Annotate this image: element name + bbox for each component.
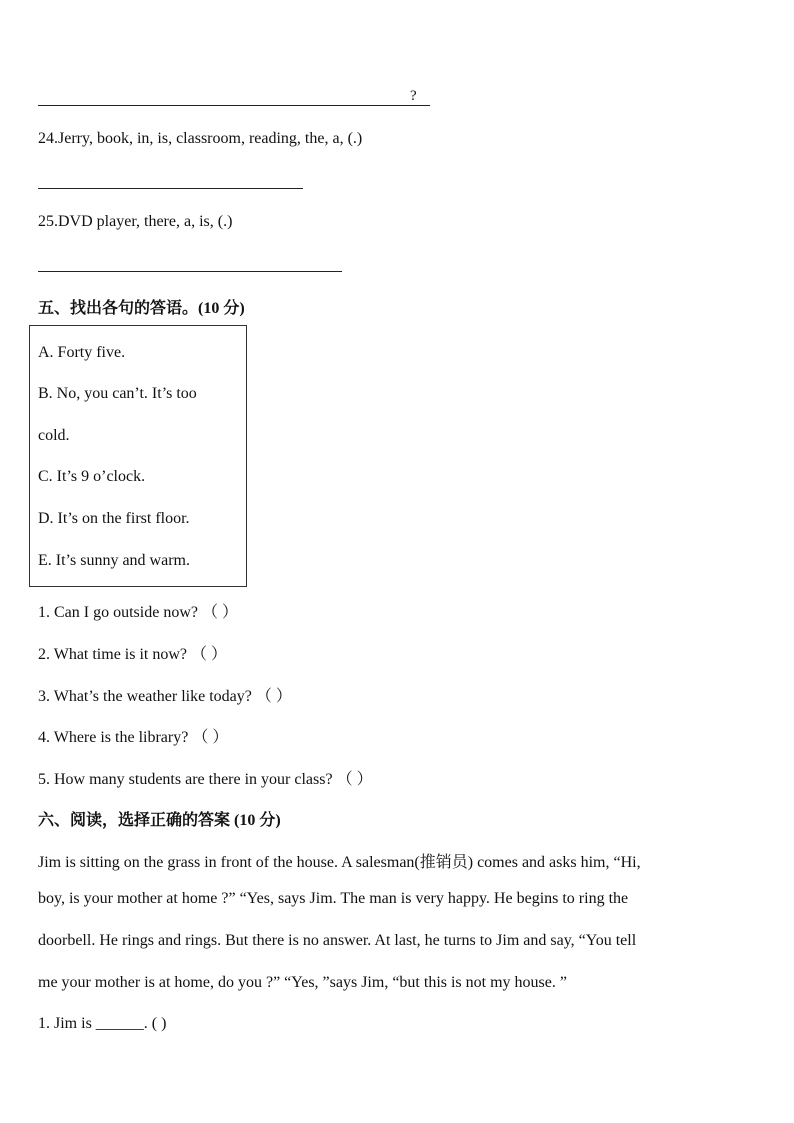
answer-blank-3[interactable]: （ ）	[255, 688, 292, 705]
question-3	[38, 683, 292, 706]
option-b: B. No, you can’t. It’s too	[38, 385, 197, 402]
answer-blank-4[interactable]: （ ）	[192, 729, 229, 746]
section-5-title: 五、找出各句的答语。(10 分)	[38, 300, 245, 317]
item-25-text: 25.DVD player, there, a, is, (.)	[38, 213, 233, 230]
section-6-title: 六、阅读，选择正确的答案 (10 分)	[38, 812, 281, 829]
option-e: E. It’s sunny and warm.	[38, 552, 190, 569]
question-2-text: 2. What time is it now?	[38, 646, 188, 663]
option-d: D. It’s on the first floor.	[38, 510, 190, 527]
option-b-continued: cold.	[38, 427, 70, 444]
answer-line-23	[38, 105, 430, 106]
passage-line-3: doorbell. He rings and rings. But there is no answer. At last, he turns to Jim and say, “You tell	[38, 932, 637, 949]
question-1	[38, 599, 238, 622]
answer-blank-5[interactable]: （ ）	[336, 771, 373, 788]
question-5-text: 5. How many students are there in your class?	[38, 771, 333, 788]
question-4-text: 4. Where is the library?	[38, 729, 189, 746]
question-mark: ?	[410, 88, 417, 104]
answer-blank-1[interactable]: （ ）	[201, 604, 238, 621]
question-1-text: 1. Can I go outside now?	[38, 604, 198, 621]
option-a: A. Forty five.	[38, 344, 126, 361]
answer-line-24	[38, 188, 303, 189]
question-3-text: 3. What’s the weather like today?	[38, 688, 252, 705]
answer-line-25	[38, 271, 342, 272]
item-24-text: 24.Jerry, book, in, is, classroom, reading, the, a, (.)	[38, 130, 363, 147]
answer-blank-2[interactable]: （ ）	[191, 646, 228, 663]
passage-line-4: me your mother is at home, do you ?” “Yes, ”says Jim, “but this is not my house. ”	[38, 974, 567, 991]
options-box	[29, 325, 247, 587]
question-2	[38, 641, 227, 664]
passage-line-1: Jim is sitting on the grass in front of the house. A salesman(推销员) comes and asks him, “Hi,	[38, 854, 641, 871]
question-4	[38, 724, 228, 747]
passage-line-2: boy, is your mother at home ?” “Yes, says Jim. The man is very happy. He begins to ring the	[38, 890, 629, 907]
question-5	[38, 766, 373, 789]
option-c: C. It’s 9 o’clock.	[38, 468, 146, 485]
reading-question-1: 1. Jim is ______. ( )	[38, 1015, 167, 1032]
